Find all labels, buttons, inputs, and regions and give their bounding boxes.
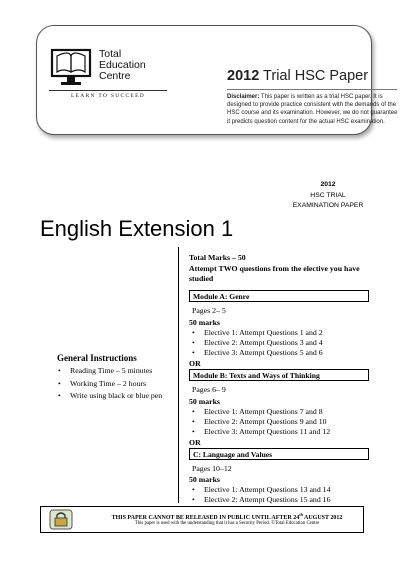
list-item: • Elective 2: Attempt Questions 15 and 16 xyxy=(189,495,369,505)
column-divider xyxy=(178,247,179,503)
footer-notice xyxy=(40,506,364,533)
module-c-electives xyxy=(189,485,369,505)
list-item: • Elective 3: Attempt Questions 11 and 12 xyxy=(189,427,369,437)
list-item: • Elective 1: Attempt Questions 1 and 2 xyxy=(189,328,369,338)
module-b-electives xyxy=(189,407,369,437)
module-b-box: Module B: Texts and Ways of Thinking xyxy=(189,369,369,381)
logo-line-1: Total xyxy=(99,48,122,60)
attempt-instruction: Attempt TWO questions from the elective you have studied xyxy=(189,264,360,283)
logo xyxy=(47,46,167,108)
exam-line-2: EXAMINATION PAPER xyxy=(292,202,364,209)
footer-superscript: th xyxy=(299,512,303,517)
list-item: • Working Time – 2 hours xyxy=(58,379,162,392)
disclaimer-text: This paper is written as a trial HSC paper. It is designed to provide practice consistent with the demands of the HSC course and its examination. However, we do not guarantee it predicts question content for the actual HSC examination. xyxy=(227,94,398,125)
subject-title: English Extension 1 xyxy=(40,216,234,241)
footer-line-1-text: THIS PAPER CANNOT BE RELEASED IN PUBLIC UNTIL AFTER 24 xyxy=(111,515,300,521)
module-b-marks: 50 marks xyxy=(189,397,220,406)
module-c-marks: 50 marks xyxy=(189,475,220,484)
module-c-pages: Pages 10–12 xyxy=(192,464,232,473)
list-item: • Elective 2: Attempt Questions 9 and 10 xyxy=(189,417,369,427)
list-item: • Write using black or blue pen xyxy=(58,391,162,404)
exam-year: 2012 xyxy=(320,181,336,188)
logo-line-2: Education xyxy=(99,59,146,71)
footer-line-1-date: AUGUST 2012 xyxy=(302,515,343,521)
marks-column xyxy=(189,253,369,505)
list-item: • Elective 1: Attempt Questions 13 and 14 xyxy=(189,485,369,495)
list-item: • Elective 1: Attempt Questions 7 and 8 xyxy=(189,407,369,417)
list-item: • Elective 3: Attempt Questions 5 and 6 xyxy=(189,348,369,358)
general-instructions-list xyxy=(58,366,162,404)
exam-info xyxy=(270,180,386,212)
paper-title-text: Trial HSC Paper xyxy=(263,68,369,84)
module-a-marks: 50 marks xyxy=(189,318,220,327)
total-marks: Total Marks – 50 xyxy=(189,253,246,262)
or-label: OR xyxy=(189,438,201,447)
footer-line-2: This paper is used with the understanding that it has a Security Period. ©Total Education Centre xyxy=(134,521,320,526)
footer-line-1 xyxy=(99,512,355,521)
disclaimer xyxy=(227,93,399,126)
logo-tagline: LEARN TO SUCCEED xyxy=(70,93,146,99)
logo-rule xyxy=(49,90,167,91)
list-item: • Reading Time – 5 minutes xyxy=(58,366,162,379)
list-item: • Elective 2: Attempt Questions 3 and 4 xyxy=(189,338,369,348)
exam-line-1: HSC TRIAL xyxy=(310,191,346,199)
module-a-electives xyxy=(189,328,369,358)
monitor-icon xyxy=(49,46,95,88)
module-c-box: C: Language and Values xyxy=(189,448,369,460)
lock-icon xyxy=(49,509,73,530)
disclaimer-label: Disclaimer: xyxy=(227,94,260,100)
general-instructions-title: General Instructions xyxy=(57,353,137,363)
module-a-pages: Pages 2– 5 xyxy=(192,306,226,315)
logo-line-3: Centre xyxy=(99,70,131,82)
module-a-box: Module A: Genre xyxy=(189,290,369,302)
logo-text xyxy=(99,49,146,82)
paper-title xyxy=(227,68,368,84)
title-rule xyxy=(227,89,397,90)
header-box xyxy=(36,25,398,135)
or-label: OR xyxy=(189,359,201,368)
module-b-pages: Pages 6– 9 xyxy=(192,385,226,394)
paper-year: 2012 xyxy=(227,68,260,84)
